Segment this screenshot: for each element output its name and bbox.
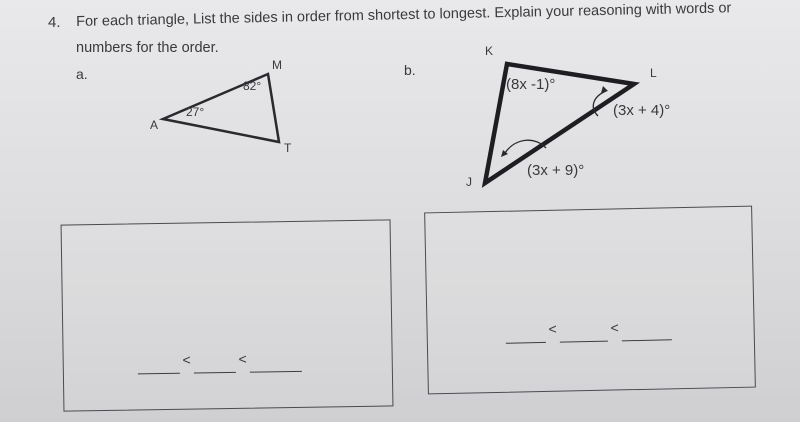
order-row-a <box>138 350 302 375</box>
blank-middle-a[interactable] <box>194 358 236 374</box>
triangle-mat <box>163 74 279 142</box>
angle-m-value: 82° <box>243 79 262 93</box>
answer-box-b[interactable] <box>424 206 756 395</box>
blank-longest-b[interactable] <box>622 325 672 341</box>
blank-shortest-b[interactable] <box>506 328 546 344</box>
angle-k-expression: (8x -1)° <box>506 76 556 93</box>
vertex-j-label: J <box>466 175 472 189</box>
blank-middle-b[interactable] <box>560 327 608 343</box>
order-row-b <box>506 319 672 343</box>
blank-shortest-a[interactable] <box>138 359 180 375</box>
part-a-label: a. <box>76 66 88 82</box>
question-text-line2: numbers for the order. <box>76 40 219 56</box>
angle-a-value: 27° <box>186 105 205 119</box>
angle-l-expression: (3x + 4)° <box>613 102 671 119</box>
blank-longest-a[interactable] <box>250 357 302 373</box>
part-b-label: b. <box>404 62 416 78</box>
answer-box-a[interactable] <box>61 219 394 411</box>
vertex-k-label: K <box>485 44 494 58</box>
question-text-line1: For each triangle, List the sides in order from shortest to longest. Explain your reasoning with words or <box>76 0 732 30</box>
vertex-l-label: L <box>650 66 657 80</box>
angle-arc-l-arrowhead <box>601 86 608 93</box>
less-than-symbol: < <box>182 351 191 368</box>
angle-j-expression: (3x + 9)° <box>527 162 585 179</box>
vertex-a-label: A <box>150 118 159 132</box>
question-number: 4. <box>48 14 61 31</box>
vertex-t-label: T <box>284 141 292 155</box>
less-than-symbol: < <box>238 350 247 367</box>
less-than-symbol: < <box>610 319 619 336</box>
vertex-m-label: M <box>272 58 282 72</box>
less-than-symbol: < <box>548 320 557 337</box>
